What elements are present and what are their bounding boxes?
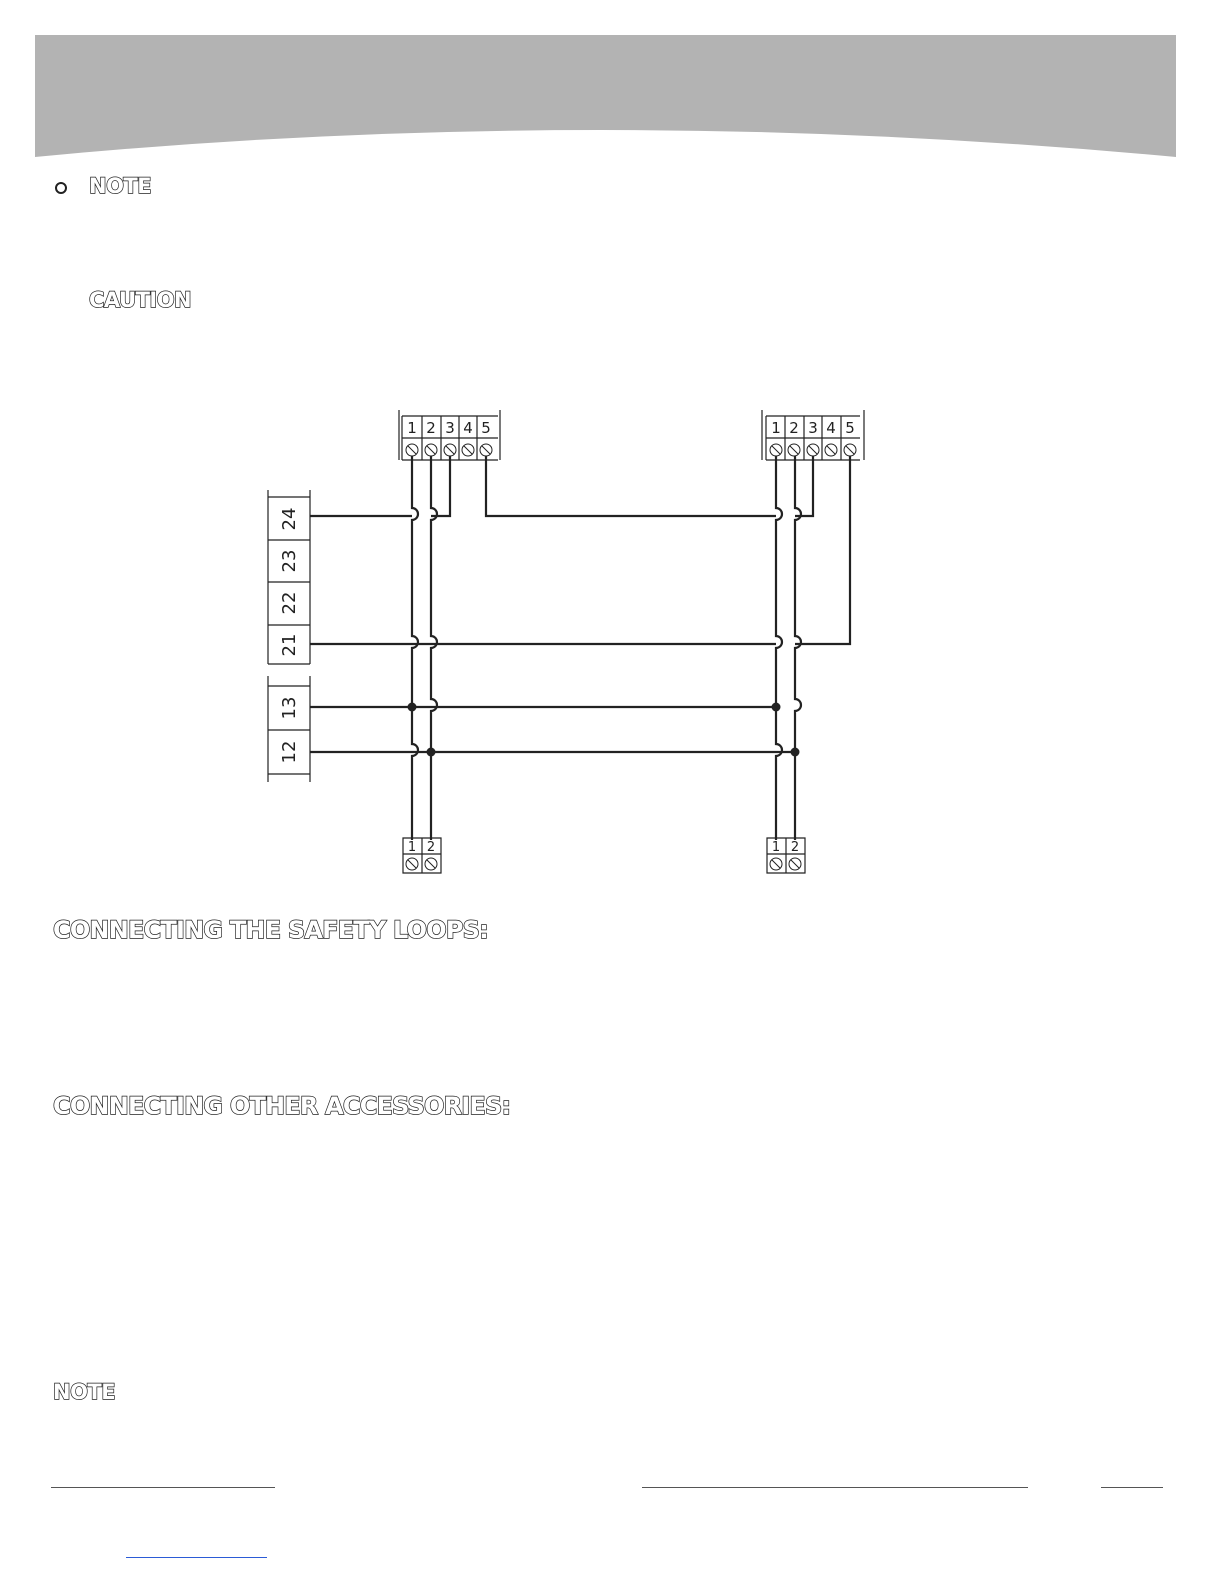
terminal-num: 5 [845,419,855,437]
wiring-diagram [260,400,880,890]
terminal-num-23: 23 [279,549,300,573]
caution-label: CAUTION [89,288,192,312]
heading-other-accessories: CONNECTING OTHER ACCESSORIES: [53,1092,511,1120]
terminal-num: 3 [445,419,455,437]
terminal-num: 4 [463,419,473,437]
terminal-num: 1 [407,419,417,437]
terminal-num: 2 [789,419,799,437]
note-label-top: NOTE [89,174,152,198]
footer-divider [642,1487,1028,1488]
terminal-num: 1 [407,840,417,855]
terminal-num: 4 [826,419,836,437]
terminal-num: 2 [426,419,436,437]
terminal-num: 3 [808,419,818,437]
heading-safety-loops: CONNECTING THE SAFETY LOOPS: [53,916,488,944]
terminal-num: 2 [790,840,800,855]
terminal-num: 1 [771,840,781,855]
terminal-num-13: 13 [279,696,300,720]
terminal-num-21: 21 [279,633,300,657]
footer-link-underline[interactable] [126,1557,267,1558]
terminal-num-12: 12 [279,740,300,764]
terminal-num: 2 [426,840,436,855]
header-banner [35,35,1176,165]
footer-divider [1101,1487,1163,1488]
terminal-num-24: 24 [279,507,300,531]
note-label-bottom: NOTE [53,1380,116,1404]
terminal-num-22: 22 [279,591,300,615]
terminal-num: 5 [481,419,491,437]
terminal-num: 1 [771,419,781,437]
bullet-circle [55,182,67,194]
footer-divider [51,1487,275,1488]
